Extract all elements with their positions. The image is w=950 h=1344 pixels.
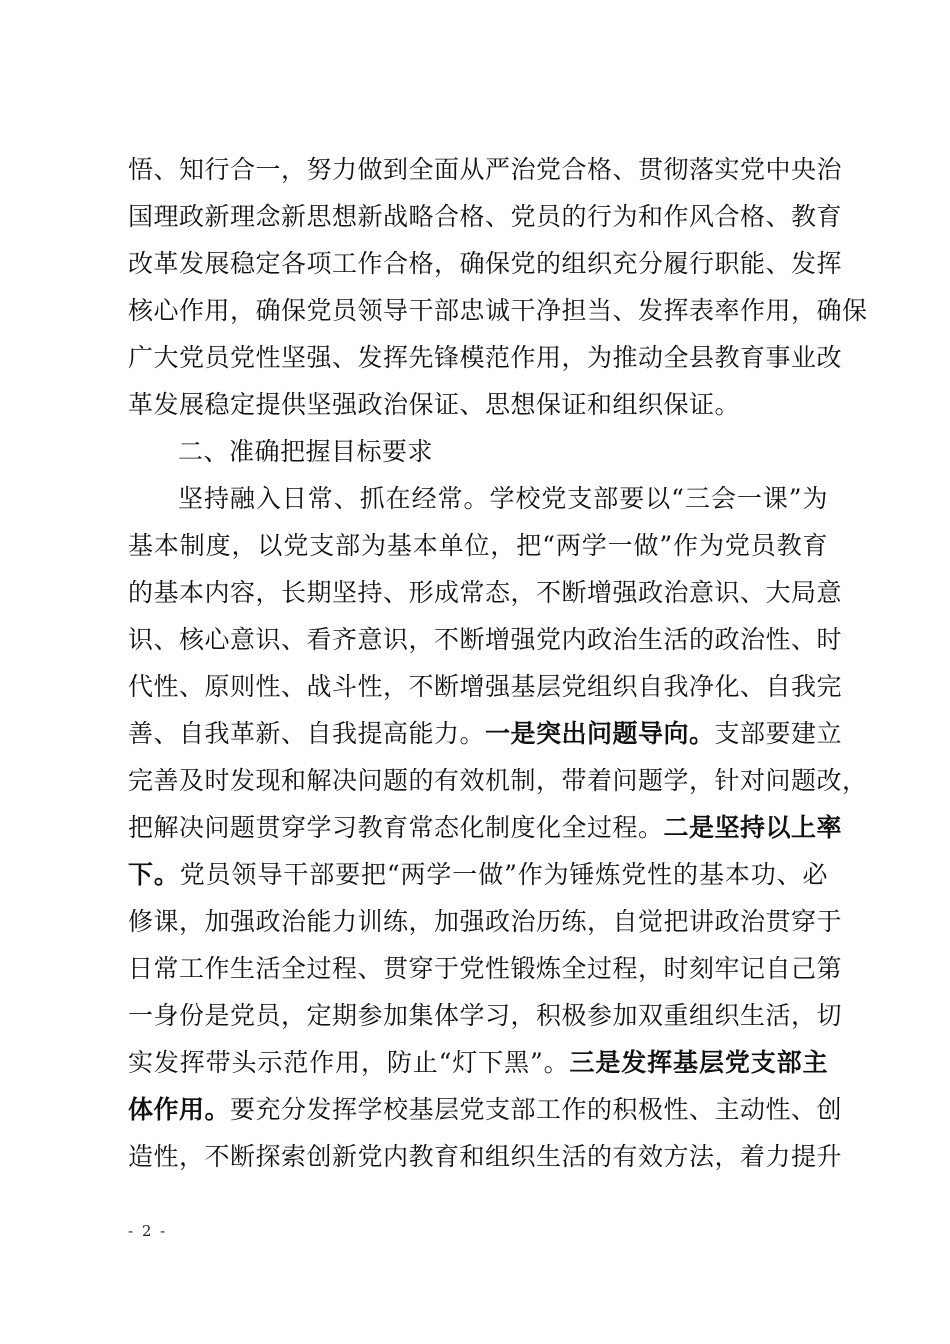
paragraph-line — [128, 804, 843, 851]
line-text: 支部要建立 — [714, 719, 843, 748]
paragraph-line: 广大党员党性坚强、发挥先锋模范作用，为推动全县教育事业改 — [128, 343, 843, 372]
paragraph-line: 一身份是党员，定期参加集体学习，积极参加双重组织生活，切 — [128, 1001, 843, 1030]
paragraph-line — [128, 851, 828, 898]
line-text: 善、自我革新、自我提高能力。 — [128, 719, 486, 748]
paragraph-line: 核心作用，确保党员领导干部忠诚干净担当、发挥表率作用，确保 — [128, 296, 868, 325]
line-text: 把解决问题贯穿学习教育常态化制度化全过程。 — [128, 813, 664, 842]
bold-point-title: 一是突出问题导向。 — [485, 719, 715, 748]
page-number: - 2 - — [128, 1222, 168, 1240]
line-text: 要充分发挥学校基层党支部工作的积极性、主动性、创 — [230, 1095, 843, 1124]
paragraph-line: 代性、原则性、战斗性，不断增强基层党组织自我净化、自我完 — [128, 672, 843, 701]
bold-point-title: 体作用。 — [128, 1095, 231, 1124]
paragraph-line: 坚持融入日常、抓在经常。学校党支部要以“三会一课”为 — [178, 484, 828, 513]
line-text: 实发挥带头示范作用，防止“灯下黑”。 — [128, 1048, 570, 1077]
line-text: 党员领导干部要把“两学一做”作为锤炼党性的基本功、必 — [179, 860, 828, 889]
paragraph-line: 改革发展稳定各项工作合格，确保党的组织充分履行职能、发挥 — [128, 249, 843, 278]
paragraph-line: 日常工作生活全过程、贯穿于党性锻炼全过程，时刻牢记自己第 — [128, 954, 843, 983]
paragraph-line: 悟、知行合一，努力做到全面从严治党合格、贯彻落实党中央治 — [128, 155, 843, 184]
paragraph-line — [128, 710, 843, 757]
paragraph-line — [128, 1039, 828, 1086]
paragraph-line: 国理政新理念新思想新战略合格、党员的行为和作风合格、教育 — [128, 202, 843, 231]
body-text — [128, 146, 868, 1180]
paragraph-line: 完善及时发现和解决问题的有效机制，带着问题学，针对问题改， — [128, 766, 868, 795]
bold-point-title: 下。 — [128, 860, 180, 889]
paragraph-line: 修课，加强政治能力训练，加强政治历练，自觉把讲政治贯穿于 — [128, 907, 843, 936]
paragraph-line: 的基本内容，长期坚持、形成常态，不断增强政治意识、大局意 — [128, 578, 843, 607]
bold-point-title: 二是坚持以上率 — [663, 813, 843, 842]
paragraph-line: 识、核心意识、看齐意识，不断增强党内政治生活的政治性、时 — [128, 625, 843, 654]
section-heading: 二、准确把握目标要求 — [178, 437, 434, 466]
paragraph-line — [128, 1086, 843, 1133]
paragraph-line: 革发展稳定提供坚强政治保证、思想保证和组织保证。 — [128, 390, 741, 419]
paragraph-line: 基本制度，以党支部为基本单位，把“两学一做”作为党员教育 — [128, 531, 828, 560]
paragraph-line: 造性，不断探索创新党内教育和组织生活的有效方法，着力提升 — [128, 1142, 843, 1171]
bold-point-title: 三是发挥基层党支部主 — [569, 1048, 828, 1077]
